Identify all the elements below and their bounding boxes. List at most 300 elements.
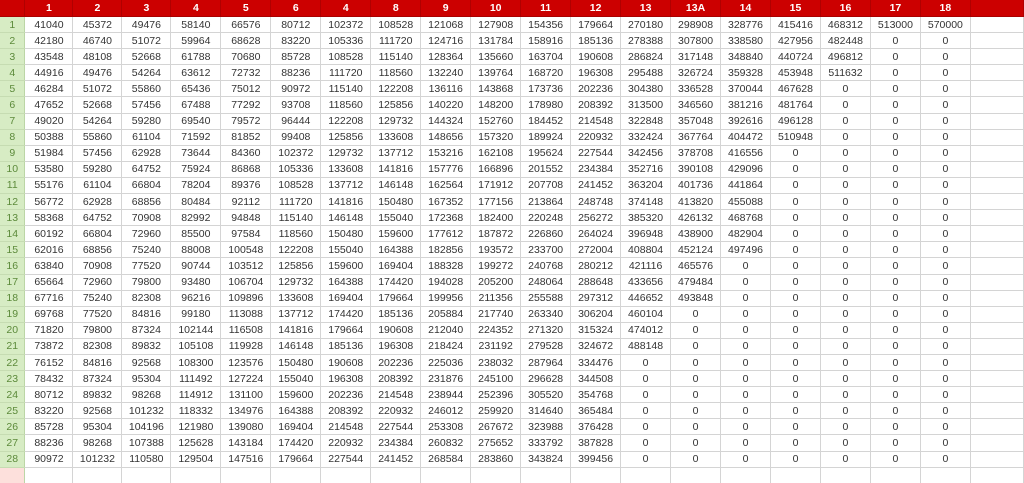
table-cell[interactable]: 0: [920, 274, 970, 290]
table-cell[interactable]: 118560: [271, 226, 321, 242]
table-cell[interactable]: 134976: [221, 403, 271, 419]
table-cell[interactable]: 214548: [371, 387, 421, 403]
row-header[interactable]: 18: [0, 290, 25, 306]
table-cell[interactable]: 336528: [671, 81, 721, 97]
table-cell-empty[interactable]: [920, 467, 970, 483]
table-cell[interactable]: 98268: [122, 387, 171, 403]
table-cell[interactable]: 0: [920, 387, 970, 403]
table-cell[interactable]: 415416: [771, 17, 821, 33]
table-cell[interactable]: 0: [621, 371, 671, 387]
table-cell[interactable]: 196308: [371, 338, 421, 354]
table-cell[interactable]: 174420: [371, 274, 421, 290]
column-header[interactable]: 17: [870, 0, 920, 17]
table-cell[interactable]: 190608: [571, 49, 621, 65]
table-cell[interactable]: 482904: [721, 226, 771, 242]
table-cell[interactable]: 133608: [371, 129, 421, 145]
table-cell[interactable]: 0: [870, 242, 920, 258]
table-cell[interactable]: 109896: [221, 290, 271, 306]
table-cell[interactable]: 139080: [221, 419, 271, 435]
table-cell[interactable]: 169404: [321, 290, 371, 306]
table-cell-empty[interactable]: [970, 65, 1023, 81]
column-header[interactable]: 4: [321, 0, 371, 17]
table-cell[interactable]: 131100: [221, 387, 271, 403]
table-cell-empty[interactable]: [970, 145, 1023, 161]
table-cell[interactable]: 370044: [721, 81, 771, 97]
table-cell[interactable]: 0: [870, 354, 920, 370]
table-cell[interactable]: 115140: [271, 210, 321, 226]
table-cell[interactable]: 65436: [171, 81, 221, 97]
table-cell[interactable]: 421116: [621, 258, 671, 274]
table-cell[interactable]: 408804: [621, 242, 671, 258]
table-cell-empty[interactable]: [671, 467, 721, 483]
row-header[interactable]: 26: [0, 419, 25, 435]
table-cell[interactable]: 92112: [221, 194, 271, 210]
table-cell[interactable]: 66804: [73, 226, 122, 242]
table-cell[interactable]: 0: [920, 161, 970, 177]
table-cell[interactable]: 317148: [671, 49, 721, 65]
table-cell[interactable]: 96216: [171, 290, 221, 306]
table-cell[interactable]: 82308: [122, 290, 171, 306]
table-cell[interactable]: 513000: [870, 17, 920, 33]
table-cell[interactable]: 497496: [721, 242, 771, 258]
table-cell[interactable]: 352716: [621, 161, 671, 177]
table-cell[interactable]: 365484: [571, 403, 621, 419]
table-cell[interactable]: 0: [820, 177, 870, 193]
table-cell[interactable]: 374148: [621, 194, 671, 210]
row-header[interactable]: 28: [0, 451, 25, 467]
table-cell[interactable]: 214548: [571, 113, 621, 129]
table-cell[interactable]: 0: [621, 387, 671, 403]
table-cell[interactable]: 0: [721, 403, 771, 419]
table-cell[interactable]: 136116: [421, 81, 471, 97]
table-cell[interactable]: 124716: [421, 33, 471, 49]
column-header[interactable]: 16: [820, 0, 870, 17]
table-cell[interactable]: 52668: [122, 49, 171, 65]
table-cell-empty[interactable]: [571, 467, 621, 483]
table-cell[interactable]: 0: [820, 387, 870, 403]
row-header[interactable]: 22: [0, 354, 25, 370]
table-cell[interactable]: 140220: [421, 97, 471, 113]
table-cell[interactable]: 241452: [571, 177, 621, 193]
table-cell[interactable]: 0: [870, 226, 920, 242]
table-cell[interactable]: 48108: [73, 49, 122, 65]
table-cell-empty[interactable]: [970, 467, 1023, 483]
table-cell[interactable]: 72960: [122, 226, 171, 242]
table-cell[interactable]: 0: [721, 451, 771, 467]
table-cell[interactable]: 208392: [371, 371, 421, 387]
table-cell[interactable]: 0: [671, 371, 721, 387]
table-cell[interactable]: 148200: [471, 97, 521, 113]
table-cell[interactable]: 88008: [171, 242, 221, 258]
table-cell[interactable]: 0: [870, 97, 920, 113]
table-cell[interactable]: 298908: [671, 17, 721, 33]
table-cell[interactable]: 0: [820, 354, 870, 370]
table-cell[interactable]: 56772: [25, 194, 73, 210]
table-cell[interactable]: 255588: [521, 290, 571, 306]
table-cell[interactable]: 196308: [571, 65, 621, 81]
table-cell[interactable]: 85500: [171, 226, 221, 242]
table-cell[interactable]: 152760: [471, 113, 521, 129]
table-cell[interactable]: 155040: [321, 242, 371, 258]
table-cell[interactable]: 455088: [721, 194, 771, 210]
table-cell[interactable]: 334476: [571, 354, 621, 370]
table-cell[interactable]: 107388: [122, 435, 171, 451]
column-header[interactable]: 13: [621, 0, 671, 17]
table-cell[interactable]: 87324: [122, 322, 171, 338]
table-cell[interactable]: 98268: [73, 435, 122, 451]
table-cell[interactable]: 0: [820, 258, 870, 274]
table-cell[interactable]: 133608: [271, 290, 321, 306]
table-cell[interactable]: 212040: [421, 322, 471, 338]
table-cell[interactable]: 0: [820, 290, 870, 306]
table-cell-empty[interactable]: [970, 387, 1023, 403]
table-cell[interactable]: 50388: [25, 129, 73, 145]
table-cell[interactable]: 59964: [171, 33, 221, 49]
table-cell[interactable]: 305520: [521, 387, 571, 403]
table-cell[interactable]: 399456: [571, 451, 621, 467]
table-cell[interactable]: 359328: [721, 65, 771, 81]
table-cell-empty[interactable]: [471, 467, 521, 483]
table-cell[interactable]: 114912: [171, 387, 221, 403]
table-cell[interactable]: 260832: [421, 435, 471, 451]
table-cell[interactable]: 0: [621, 403, 671, 419]
table-cell[interactable]: 0: [820, 435, 870, 451]
table-cell[interactable]: 0: [920, 210, 970, 226]
table-cell[interactable]: 0: [920, 33, 970, 49]
row-header[interactable]: 23: [0, 371, 25, 387]
table-cell[interactable]: 392616: [721, 113, 771, 129]
table-cell[interactable]: 313500: [621, 97, 671, 113]
table-cell[interactable]: 396948: [621, 226, 671, 242]
table-cell-empty[interactable]: [970, 97, 1023, 113]
table-cell[interactable]: 129732: [371, 113, 421, 129]
table-cell-empty[interactable]: [970, 113, 1023, 129]
table-cell[interactable]: 118560: [321, 97, 371, 113]
table-cell[interactable]: 143184: [221, 435, 271, 451]
table-cell[interactable]: 0: [820, 145, 870, 161]
table-cell[interactable]: 322848: [621, 113, 671, 129]
table-cell[interactable]: 333792: [521, 435, 571, 451]
table-cell[interactable]: 357048: [671, 113, 721, 129]
row-header[interactable]: 7: [0, 113, 25, 129]
table-cell[interactable]: 0: [721, 419, 771, 435]
table-cell[interactable]: 153216: [421, 145, 471, 161]
table-cell[interactable]: 76152: [25, 354, 73, 370]
table-cell[interactable]: 440724: [771, 49, 821, 65]
table-cell[interactable]: 205200: [471, 274, 521, 290]
table-cell[interactable]: 199956: [421, 290, 471, 306]
table-cell[interactable]: 169404: [371, 258, 421, 274]
table-cell[interactable]: 0: [920, 177, 970, 193]
table-cell[interactable]: 75240: [73, 290, 122, 306]
row-header[interactable]: 16: [0, 258, 25, 274]
table-cell[interactable]: 0: [820, 403, 870, 419]
table-cell[interactable]: 0: [920, 194, 970, 210]
table-cell[interactable]: 159600: [371, 226, 421, 242]
table-cell[interactable]: 217740: [471, 306, 521, 322]
table-cell[interactable]: 139764: [471, 65, 521, 81]
table-cell[interactable]: 146148: [321, 210, 371, 226]
table-cell-empty[interactable]: [771, 467, 821, 483]
table-cell[interactable]: 460104: [621, 306, 671, 322]
table-cell[interactable]: 150480: [271, 354, 321, 370]
table-cell[interactable]: 208392: [321, 403, 371, 419]
table-cell[interactable]: 0: [771, 419, 821, 435]
table-cell[interactable]: 121980: [171, 419, 221, 435]
table-cell[interactable]: 0: [870, 33, 920, 49]
table-cell[interactable]: 167352: [421, 194, 471, 210]
table-cell[interactable]: 287964: [521, 354, 571, 370]
table-cell[interactable]: 72732: [221, 65, 271, 81]
table-cell[interactable]: 0: [820, 371, 870, 387]
table-cell-empty[interactable]: [371, 467, 421, 483]
table-cell[interactable]: 381216: [721, 97, 771, 113]
table-cell[interactable]: 354768: [571, 387, 621, 403]
table-cell[interactable]: 0: [870, 113, 920, 129]
table-cell[interactable]: 52668: [73, 97, 122, 113]
table-cell[interactable]: 0: [721, 371, 771, 387]
table-cell[interactable]: 378708: [671, 145, 721, 161]
table-cell[interactable]: 190608: [321, 354, 371, 370]
table-cell[interactable]: 125856: [271, 258, 321, 274]
table-cell[interactable]: 61104: [122, 129, 171, 145]
table-cell[interactable]: 296628: [521, 371, 571, 387]
table-cell[interactable]: 511632: [820, 65, 870, 81]
table-cell[interactable]: 47652: [25, 97, 73, 113]
table-cell[interactable]: 73644: [171, 145, 221, 161]
table-cell[interactable]: 55176: [25, 177, 73, 193]
table-cell[interactable]: 57456: [73, 145, 122, 161]
table-cell[interactable]: 60192: [25, 226, 73, 242]
table-cell[interactable]: 65664: [25, 274, 73, 290]
table-cell[interactable]: 141816: [321, 194, 371, 210]
table-cell[interactable]: 0: [771, 258, 821, 274]
table-cell[interactable]: 416556: [721, 145, 771, 161]
table-cell[interactable]: 70908: [73, 258, 122, 274]
table-cell[interactable]: 344508: [571, 371, 621, 387]
table-cell[interactable]: 0: [721, 322, 771, 338]
table-cell[interactable]: 150480: [321, 226, 371, 242]
table-cell[interactable]: 0: [920, 258, 970, 274]
table-cell[interactable]: 70680: [221, 49, 271, 65]
select-all-corner[interactable]: [0, 0, 25, 17]
table-cell[interactable]: 127224: [221, 371, 271, 387]
table-cell[interactable]: 59280: [122, 113, 171, 129]
table-cell[interactable]: 390108: [671, 161, 721, 177]
column-header[interactable]: 8: [371, 0, 421, 17]
table-cell[interactable]: 346560: [671, 97, 721, 113]
table-cell[interactable]: 220932: [371, 403, 421, 419]
table-cell[interactable]: 0: [820, 451, 870, 467]
table-cell[interactable]: 0: [920, 145, 970, 161]
table-cell[interactable]: 92568: [122, 354, 171, 370]
table-cell[interactable]: 89376: [221, 177, 271, 193]
table-cell[interactable]: 129732: [321, 145, 371, 161]
table-cell[interactable]: 81852: [221, 129, 271, 145]
table-cell[interactable]: 224352: [471, 322, 521, 338]
table-cell[interactable]: 323988: [521, 419, 571, 435]
table-cell-empty[interactable]: [820, 467, 870, 483]
table-cell[interactable]: 0: [870, 403, 920, 419]
table-cell[interactable]: 438900: [671, 226, 721, 242]
table-cell[interactable]: 115140: [371, 49, 421, 65]
table-cell[interactable]: 129504: [171, 451, 221, 467]
table-cell[interactable]: 220248: [521, 210, 571, 226]
table-cell[interactable]: 245100: [471, 371, 521, 387]
table-cell[interactable]: 0: [870, 371, 920, 387]
table-cell[interactable]: 226860: [521, 226, 571, 242]
table-cell-empty[interactable]: [970, 371, 1023, 387]
table-cell[interactable]: 0: [771, 387, 821, 403]
table-cell[interactable]: 0: [771, 371, 821, 387]
column-header[interactable]: 1: [25, 0, 73, 17]
table-cell[interactable]: 146148: [371, 177, 421, 193]
table-cell[interactable]: 68856: [73, 242, 122, 258]
table-cell[interactable]: 103512: [221, 258, 271, 274]
table-cell[interactable]: 44916: [25, 65, 73, 81]
table-cell[interactable]: 90972: [271, 81, 321, 97]
table-cell[interactable]: 0: [820, 242, 870, 258]
table-cell-empty[interactable]: [970, 419, 1023, 435]
table-cell-empty[interactable]: [25, 467, 73, 483]
table-cell[interactable]: 0: [771, 226, 821, 242]
table-cell[interactable]: 0: [771, 290, 821, 306]
table-cell[interactable]: 433656: [621, 274, 671, 290]
table-cell[interactable]: 0: [870, 387, 920, 403]
table-cell[interactable]: 97584: [221, 226, 271, 242]
table-cell[interactable]: 0: [920, 226, 970, 242]
table-cell[interactable]: 401736: [671, 177, 721, 193]
table-cell[interactable]: 77520: [122, 258, 171, 274]
table-cell[interactable]: 0: [920, 242, 970, 258]
row-header[interactable]: 19: [0, 306, 25, 322]
table-cell[interactable]: 324672: [571, 338, 621, 354]
table-cell-empty[interactable]: [970, 226, 1023, 242]
table-cell[interactable]: 0: [721, 387, 771, 403]
column-header[interactable]: 2: [73, 0, 122, 17]
table-cell[interactable]: 194028: [421, 274, 471, 290]
table-cell[interactable]: 306204: [571, 306, 621, 322]
table-cell[interactable]: 102372: [271, 145, 321, 161]
table-cell[interactable]: 164388: [271, 403, 321, 419]
table-cell[interactable]: 493848: [671, 290, 721, 306]
table-cell[interactable]: 106704: [221, 274, 271, 290]
table-cell[interactable]: 61788: [171, 49, 221, 65]
table-cell[interactable]: 72960: [73, 274, 122, 290]
table-cell-empty[interactable]: [970, 33, 1023, 49]
table-cell-empty[interactable]: [122, 467, 171, 483]
table-cell[interactable]: 363204: [621, 177, 671, 193]
table-cell[interactable]: 278388: [621, 33, 671, 49]
table-cell[interactable]: 141816: [271, 322, 321, 338]
table-cell[interactable]: 0: [870, 210, 920, 226]
table-cell[interactable]: 108528: [321, 49, 371, 65]
table-cell[interactable]: 99180: [171, 306, 221, 322]
table-cell-empty[interactable]: [621, 467, 671, 483]
table-cell[interactable]: 182856: [421, 242, 471, 258]
table-cell[interactable]: 195624: [521, 145, 571, 161]
table-cell[interactable]: 0: [820, 338, 870, 354]
table-cell[interactable]: 233700: [521, 242, 571, 258]
table-cell[interactable]: 283860: [471, 451, 521, 467]
table-cell[interactable]: 404472: [721, 129, 771, 145]
table-cell-empty[interactable]: [970, 129, 1023, 145]
table-cell[interactable]: 83220: [271, 33, 321, 49]
table-cell[interactable]: 122208: [371, 81, 421, 97]
table-cell[interactable]: 54264: [73, 113, 122, 129]
table-cell[interactable]: 166896: [471, 161, 521, 177]
table-cell[interactable]: 481764: [771, 97, 821, 113]
table-cell[interactable]: 68856: [122, 194, 171, 210]
table-cell[interactable]: 187872: [471, 226, 521, 242]
table-cell[interactable]: 0: [671, 306, 721, 322]
table-cell[interactable]: 0: [621, 354, 671, 370]
table-cell[interactable]: 307800: [671, 33, 721, 49]
table-cell[interactable]: 413820: [671, 194, 721, 210]
table-cell[interactable]: 0: [820, 161, 870, 177]
table-cell[interactable]: 429096: [721, 161, 771, 177]
table-cell[interactable]: 0: [920, 290, 970, 306]
table-cell[interactable]: 146148: [271, 338, 321, 354]
table-cell[interactable]: 465576: [671, 258, 721, 274]
table-cell[interactable]: 64752: [122, 161, 171, 177]
table-cell[interactable]: 0: [771, 403, 821, 419]
table-cell[interactable]: 288648: [571, 274, 621, 290]
table-cell[interactable]: 268584: [421, 451, 471, 467]
table-cell[interactable]: 0: [771, 354, 821, 370]
table-cell[interactable]: 0: [920, 65, 970, 81]
table-cell[interactable]: 0: [920, 403, 970, 419]
table-cell[interactable]: 147516: [221, 451, 271, 467]
table-cell[interactable]: 0: [920, 371, 970, 387]
table-cell[interactable]: 89832: [122, 338, 171, 354]
table-cell[interactable]: 135660: [471, 49, 521, 65]
table-cell[interactable]: 295488: [621, 65, 671, 81]
table-cell[interactable]: 131784: [471, 33, 521, 49]
table-cell[interactable]: 118332: [171, 403, 221, 419]
table-cell[interactable]: 343824: [521, 451, 571, 467]
table-cell[interactable]: 86868: [221, 161, 271, 177]
table-cell[interactable]: 199272: [471, 258, 521, 274]
table-cell[interactable]: 482448: [820, 33, 870, 49]
table-cell[interactable]: 137712: [321, 177, 371, 193]
column-header[interactable]: 14: [721, 0, 771, 17]
table-cell[interactable]: 102372: [321, 17, 371, 33]
table-cell[interactable]: 387828: [571, 435, 621, 451]
table-cell[interactable]: 342456: [621, 145, 671, 161]
table-cell[interactable]: 0: [621, 451, 671, 467]
row-header[interactable]: 3: [0, 49, 25, 65]
table-cell[interactable]: 0: [920, 306, 970, 322]
table-cell[interactable]: 0: [771, 177, 821, 193]
table-cell-empty[interactable]: [321, 467, 371, 483]
table-cell[interactable]: 286824: [621, 49, 671, 65]
table-cell[interactable]: 238032: [471, 354, 521, 370]
table-cell[interactable]: 105108: [171, 338, 221, 354]
row-header[interactable]: 1: [0, 17, 25, 33]
table-cell[interactable]: 0: [920, 451, 970, 467]
table-cell[interactable]: 80712: [271, 17, 321, 33]
table-cell[interactable]: 111720: [371, 33, 421, 49]
table-cell[interactable]: 113088: [221, 306, 271, 322]
table-cell[interactable]: 0: [870, 65, 920, 81]
table-cell[interactable]: 0: [870, 194, 920, 210]
table-cell[interactable]: 220932: [571, 129, 621, 145]
table-cell[interactable]: 75012: [221, 81, 271, 97]
table-cell[interactable]: 338580: [721, 33, 771, 49]
table-cell[interactable]: 129732: [271, 274, 321, 290]
table-cell[interactable]: 496812: [820, 49, 870, 65]
